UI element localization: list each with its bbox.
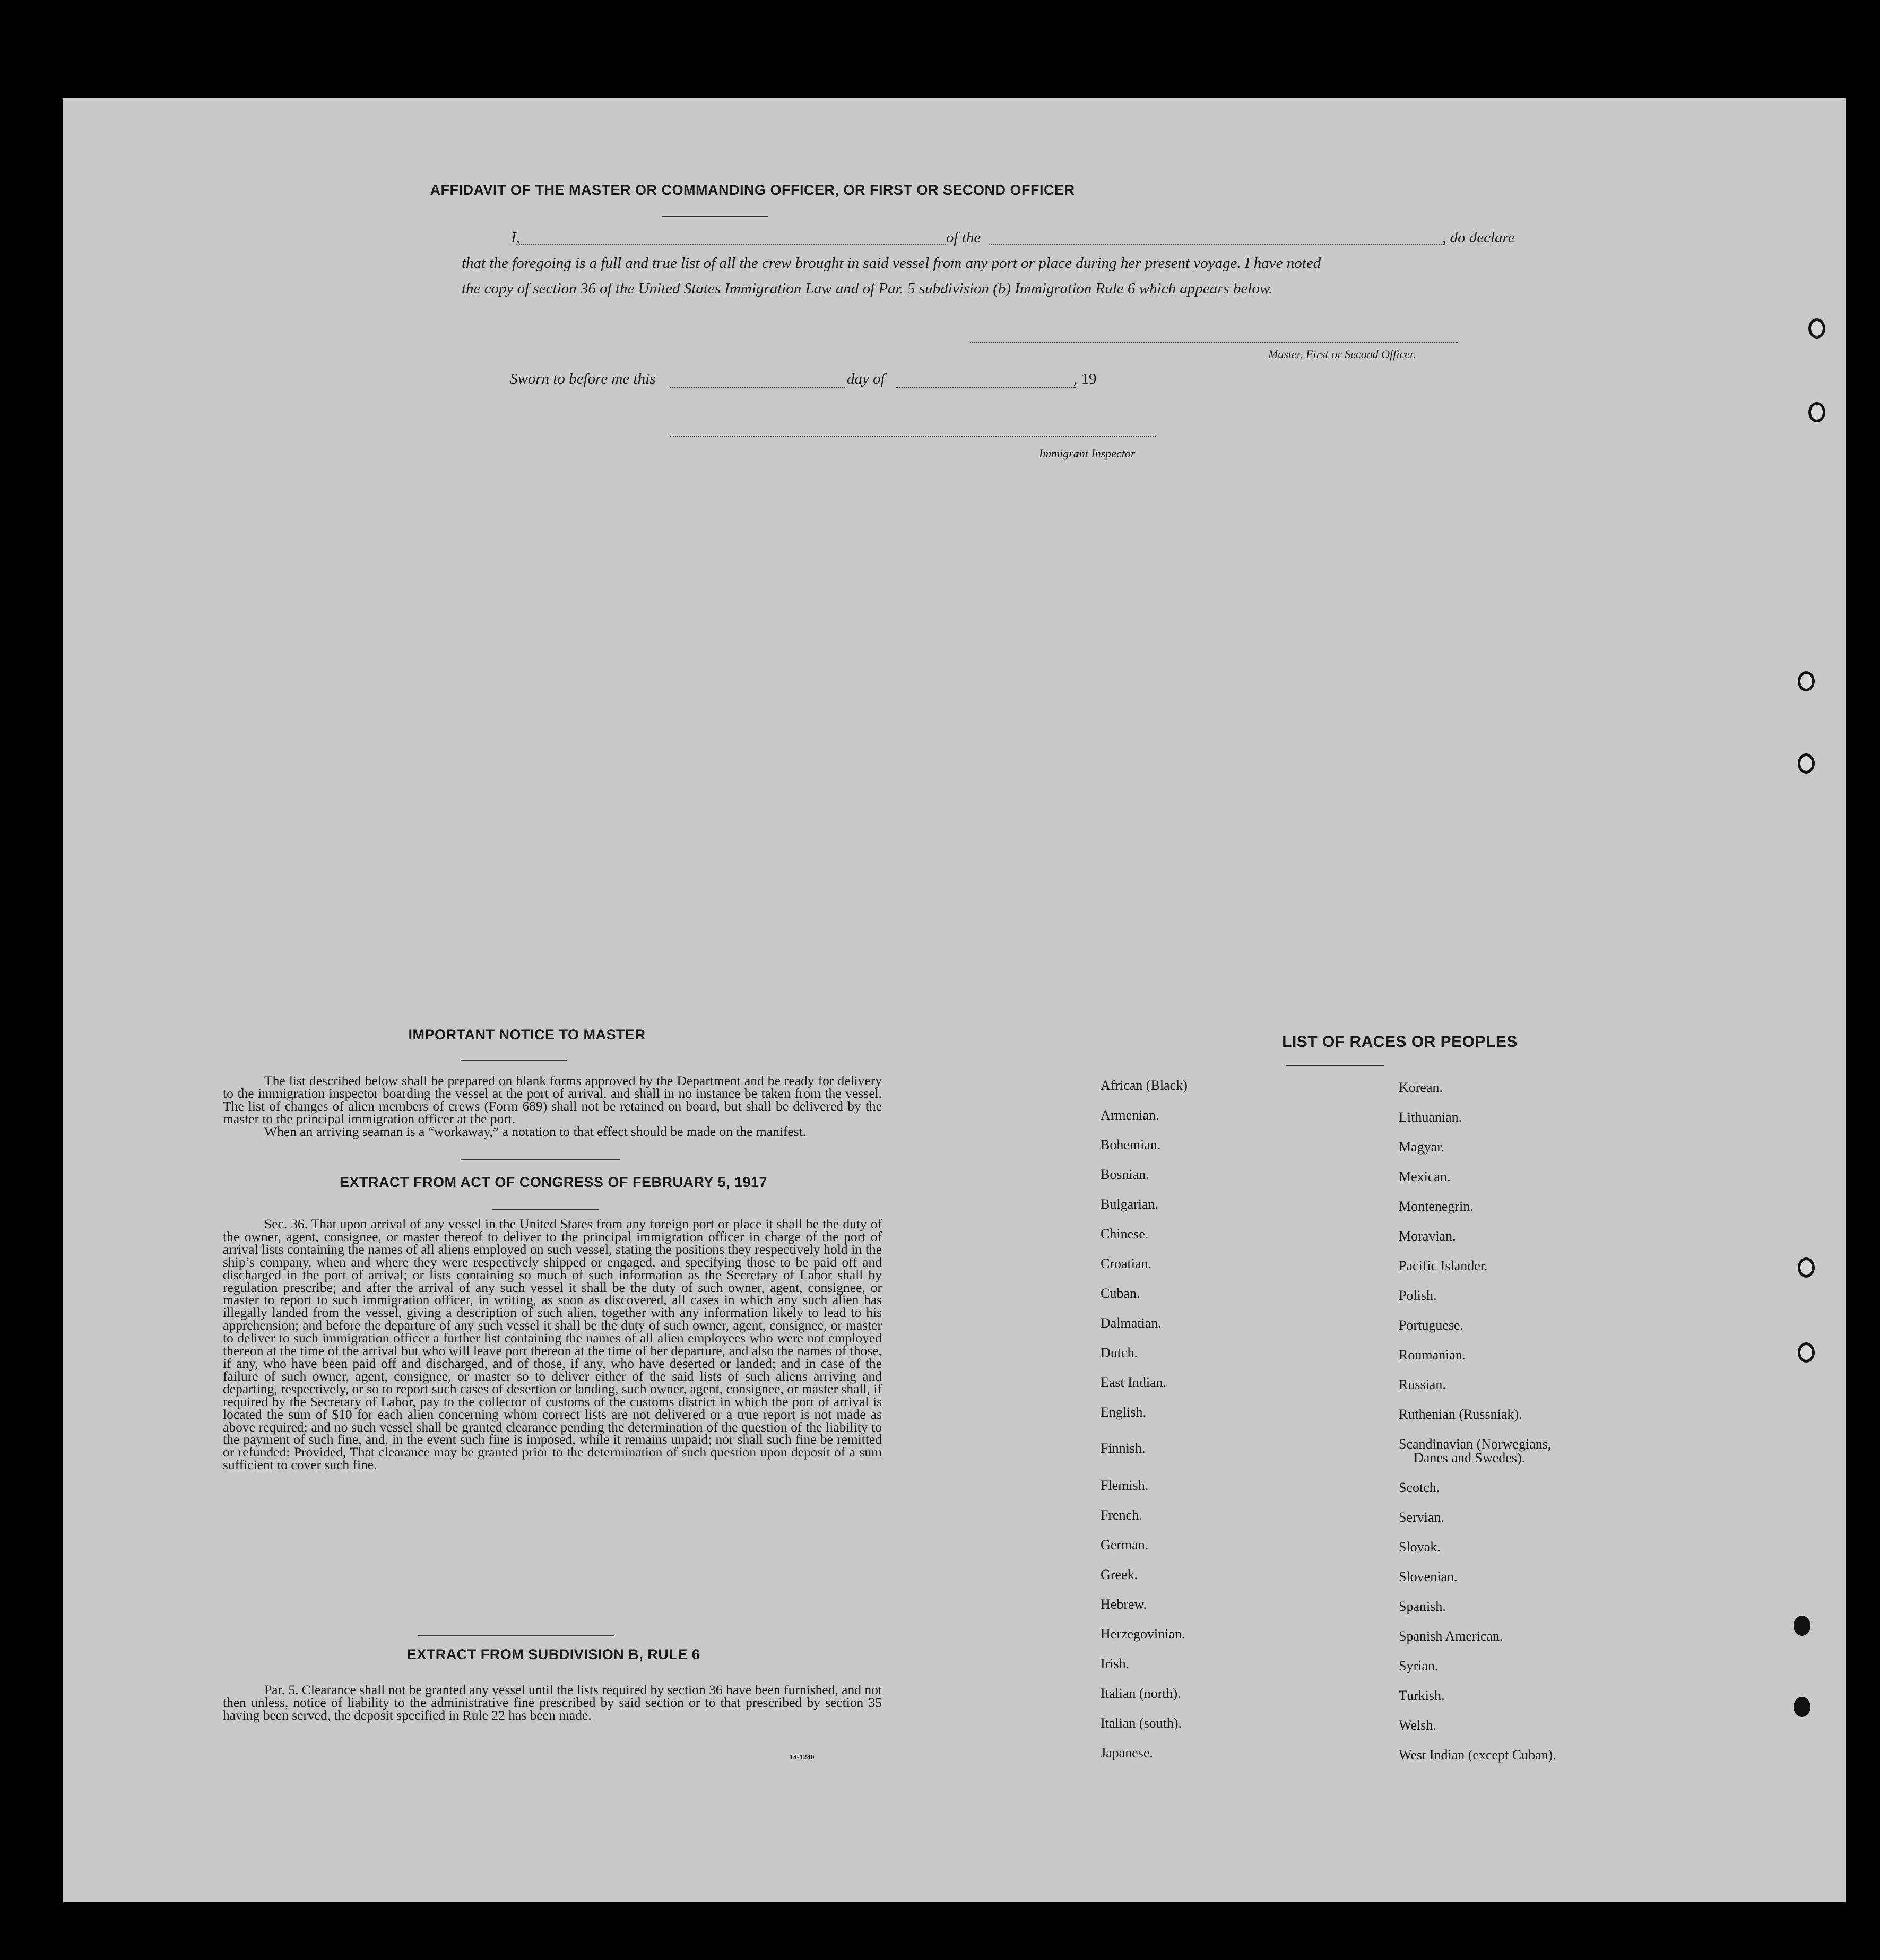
race-right-item: Spanish American. (1399, 1628, 1503, 1644)
race-left-item: Bulgarian. (1101, 1196, 1159, 1212)
extract-act-divider (492, 1209, 599, 1210)
race-left-item: Herzegovinian. (1101, 1626, 1185, 1642)
race-left-item: Bohemian. (1101, 1137, 1161, 1152)
race-left-item: Dalmatian. (1101, 1315, 1162, 1331)
race-right-item: Ruthenian (Russniak). (1399, 1407, 1522, 1422)
race-left-item: Italian (north). (1101, 1686, 1181, 1701)
binder-hole (1798, 1257, 1815, 1278)
binder-hole (1808, 318, 1825, 339)
extract-act-title: EXTRACT FROM ACT OF CONGRESS OF FEBRUARY 5, 1917 (339, 1174, 768, 1190)
inspector-label: Immigrant Inspector (1039, 447, 1136, 460)
race-right-item: Moravian. (1399, 1228, 1456, 1244)
race-left-item: Italian (south). (1101, 1715, 1182, 1731)
race-right-item: Welsh. (1399, 1718, 1436, 1733)
race-left-item: Armenian. (1101, 1107, 1159, 1123)
race-right-item: Mexican. (1399, 1169, 1451, 1184)
race-right-item: Russian. (1399, 1377, 1446, 1392)
title-divider (662, 216, 768, 217)
form-number: 14-1240 (790, 1754, 815, 1762)
sworn-month-line[interactable] (896, 387, 1076, 388)
binder-hole (1808, 402, 1825, 422)
race-left-item: African (Black) (1101, 1078, 1188, 1093)
race-right-item-continued: Danes and Swedes). (1414, 1450, 1526, 1465)
form-page (63, 98, 1846, 1902)
race-right-item: Montenegrin. (1399, 1199, 1474, 1214)
races-divider (1286, 1065, 1384, 1066)
extract-rule-text: Par. 5. Clearance shall not be granted any vessel until the lists required by section 36 have been furnished, and not then unless, notice of liability to the administrative fine prescribed by said section or to that prescribed by section 35 having been served, the deposit specified in Rule 22 has been made. (223, 1682, 882, 1723)
race-left-item: French. (1101, 1507, 1142, 1523)
notice-divider (461, 1060, 567, 1061)
race-right-item: Scotch. (1399, 1480, 1440, 1495)
affidavit-title: AFFIDAVIT OF THE MASTER OR COMMANDING OFFICER, OR FIRST OR SECOND OFFICER (430, 182, 1075, 198)
signature-line[interactable] (970, 342, 1458, 343)
race-left-item: Irish. (1101, 1656, 1130, 1671)
race-right-item: Pacific Islander. (1399, 1258, 1488, 1273)
binder-hole (1798, 753, 1815, 774)
race-left-item: Greek. (1101, 1567, 1138, 1582)
race-right-item: Korean. (1399, 1080, 1443, 1095)
affidavit-do-declare: , do declare (1442, 229, 1515, 246)
notice-end-divider (461, 1159, 620, 1160)
inspector-signature-line[interactable] (670, 436, 1156, 437)
race-left-item: Cuban. (1101, 1286, 1140, 1301)
race-right-item: Slovenian. (1399, 1569, 1458, 1584)
affidavit-line-3: the copy of section 36 of the United States Immigration Law and of Par. 5 subdivision (b) Immigration Rule 6 which appears below. (462, 280, 1273, 297)
race-right-item: Lithuanian. (1399, 1109, 1462, 1125)
extract-act-end-divider (418, 1635, 614, 1636)
binder-hole (1798, 1342, 1815, 1363)
notice-paragraph-2: When an arriving seaman is a “workaway,” a notation to that effect should be made on the manifest. (264, 1124, 807, 1139)
race-right-item: Syrian. (1399, 1658, 1439, 1673)
extract-rule-title: EXTRACT FROM SUBDIVISION B, RULE 6 (406, 1646, 700, 1662)
year-label: , 19 (1073, 370, 1097, 387)
name-field-line[interactable] (519, 244, 946, 245)
race-left-item: Finnish. (1101, 1441, 1146, 1456)
signature-label: Master, First or Second Officer. (1268, 348, 1416, 361)
vessel-field-line[interactable] (989, 244, 1445, 245)
race-left-item: Flemish. (1101, 1478, 1149, 1493)
race-left-item: English. (1101, 1404, 1146, 1420)
binder-hole (1794, 1616, 1810, 1636)
race-left-item: Bosnian. (1101, 1167, 1149, 1182)
notice-paragraph-1: The list described below shall be prepared on blank forms approved by the Department and be ready for delivery to the immigration inspector boarding the vessel at the port of arrival, and shall in no instance be taken from the vessel. The list of changes of alien members of crews (Form 689) shall not be retained on board, but shall be delivered by the master to the principal immigration officer at the port. (223, 1073, 882, 1126)
affidavit-of-the-label: of the (946, 229, 981, 246)
race-right-item: Polish. (1399, 1288, 1437, 1303)
race-right-item: Servian. (1399, 1510, 1444, 1525)
race-right-item: Scandinavian (Norwegians, (1399, 1436, 1552, 1452)
race-left-item: Hebrew. (1101, 1597, 1147, 1612)
race-right-item: West Indian (except Cuban). (1399, 1747, 1556, 1763)
race-right-item: Turkish. (1399, 1688, 1445, 1703)
race-left-item: Dutch. (1101, 1345, 1138, 1360)
race-right-item: Portuguese. (1399, 1317, 1464, 1333)
race-right-item: Magyar. (1399, 1139, 1444, 1155)
race-right-item: Spanish. (1399, 1599, 1446, 1614)
sworn-day-line[interactable] (670, 387, 845, 388)
binder-hole (1798, 671, 1815, 691)
race-right-item: Slovak. (1399, 1539, 1441, 1555)
race-left-item: German. (1101, 1537, 1149, 1553)
affidavit-i-label: I, (511, 229, 520, 246)
race-left-item: East Indian. (1101, 1375, 1167, 1390)
races-title: LIST OF RACES OR PEOPLES (1282, 1033, 1518, 1051)
race-left-item: Chinese. (1101, 1226, 1149, 1242)
race-left-item: Croatian. (1101, 1256, 1152, 1271)
extract-act-text: Sec. 36. That upon arrival of any vessel in the United States from any foreign port or place it shall be the duty of the owner, agent, consignee, or master thereof to deliver to the principal immigration officer in charge of the port of arrival lists containing the names of all aliens employed on such vessel, stating the positions they respectively hold in the ship’s company, when and where they were respectively shipped or engaged, and specifying those to be paid off and discharged in the port of arrival; or lists containing so much of such information as the Secretary of Labor shall by regulation prescribe; and after the arrival of any such vessel it shall be the duty of such owner, agent, consignee, or master to report to such immigration officer, in writing, as soon as discovered, all cases in which any such alien has illegally landed from the vessel, giving a description of such alien, together with any information likely to lead to his apprehension; and before the departure of any such vessel it shall be the duty of such owner, agent, consignee, or master to deliver to such immigration officer a further list containing the names of all alien employees who were not employed thereon at the time of the arrival but who will leave port thereon at the time of her departure, and also the names of those, if any, who have been paid off and discharged, and of those, if any, who have deserted or landed; and in case of the failure of such owner, agent, consignee, or master so to deliver either of the said lists of such aliens arriving and departing, respectively, or so to report such cases of desertion or landing, such owner, agent, consignee, or master shall, if required by the Secretary of Labor, pay to the collector of customs of the customs district in which the port of arrival is located the sum of $10 for each alien concerning whom correct lists are not delivered or a true report is not made as above required; and no such vessel shall be granted clearance pending the determination of the question of the liability to the payment of such fine, and, in the event such fine is imposed, while it remains unpaid; nor shall such fine be remitted or refunded: Provided, That clearance may be granted prior to the determination of such question upon deposit of a sum sufficient to cover such fine. (223, 1216, 882, 1473)
notice-title: IMPORTANT NOTICE TO MASTER (408, 1027, 646, 1043)
race-left-item: Japanese. (1101, 1745, 1153, 1760)
affidavit-line-2: that the foregoing is a full and true list of all the crew brought in said vessel from any port or place during her present voyage. I have noted (462, 255, 1321, 272)
sworn-label: Sworn to before me this (510, 370, 656, 387)
binder-hole (1794, 1697, 1810, 1717)
day-of-label: day of (847, 370, 885, 387)
race-right-item: Roumanian. (1399, 1347, 1466, 1363)
